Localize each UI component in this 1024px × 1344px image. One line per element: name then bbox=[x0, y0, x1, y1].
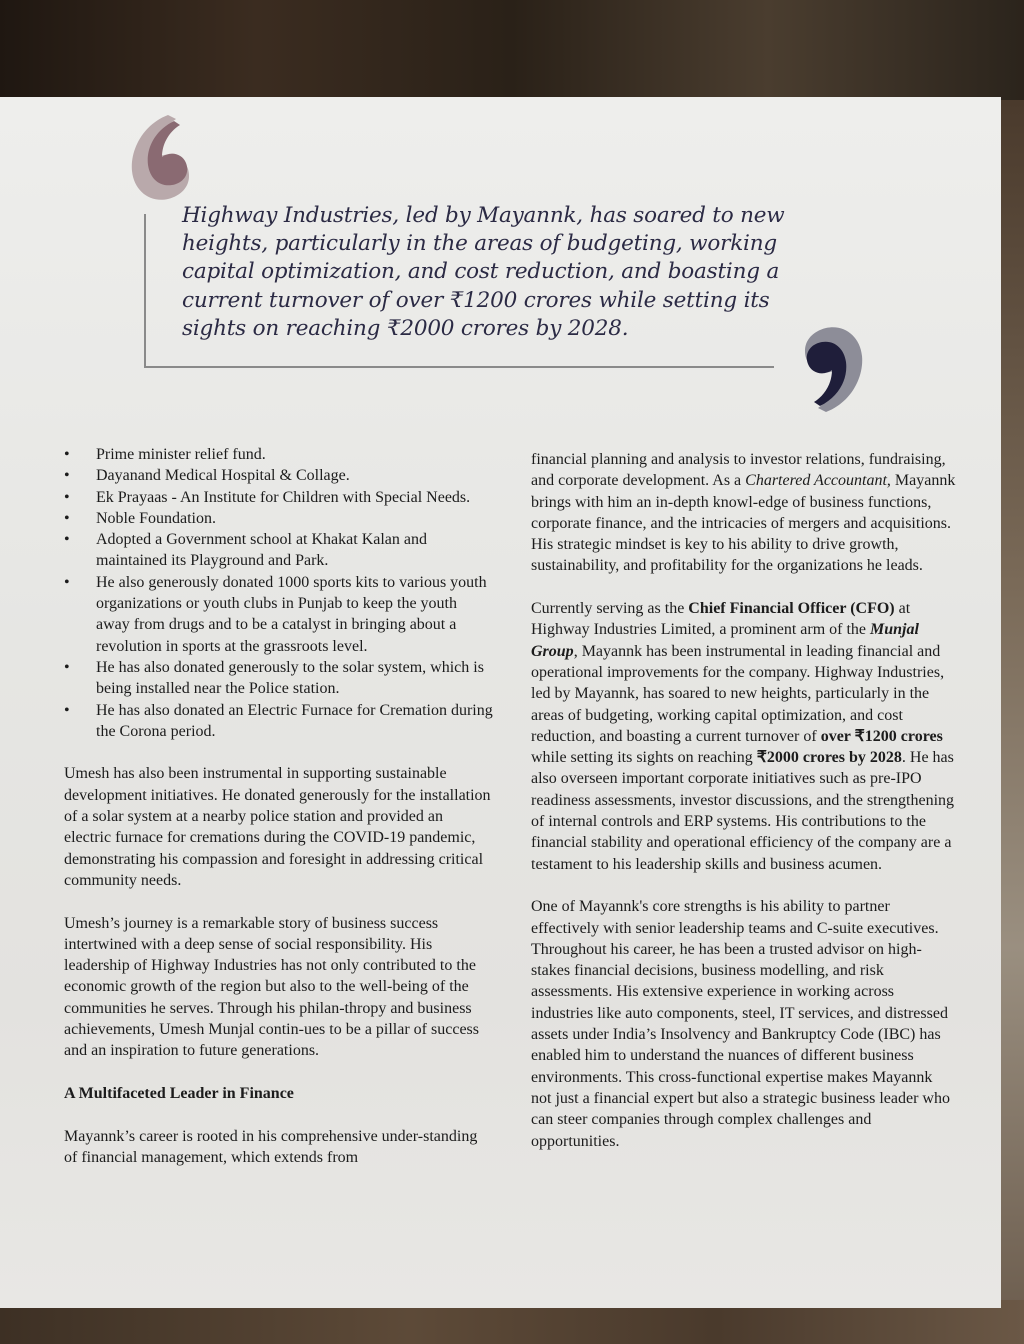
quote-close-icon bbox=[800, 322, 866, 414]
paragraph-sustainability: Umesh has also been instrumental in supporting sustainable development initiatives. He donated generously for the installation of a solar system at a nearby police station and provided an electric furnace for cremations during the COVID-19 pandemic, demonstrating his compassion and foresight in addressing critical community needs. bbox=[64, 765, 491, 889]
bullet-icon: • bbox=[64, 531, 70, 549]
list-item: • Noble Foundation. bbox=[64, 508, 494, 529]
list-item: • Ek Prayaas - An Institute for Children with Special Needs. bbox=[64, 487, 494, 508]
list-item: • He has also donated generously to the solar system, which is being installed near the Police station. bbox=[64, 658, 484, 698]
bullet-icon: • bbox=[64, 658, 70, 676]
bullet-icon: • bbox=[64, 467, 70, 485]
list-item: • Dayanand Medical Hospital & Collage. bbox=[64, 465, 494, 486]
list-item: • Prime minister relief fund. bbox=[64, 444, 494, 465]
emphasis-text: Chartered Accountant bbox=[745, 472, 887, 490]
quote-open-icon bbox=[128, 113, 192, 203]
paragraph-cfo-role: Currently serving as the Chief Financial Officer (CFO) at Highway Industries Limited, a prominent arm of the Munjal Group, Mayannk has been instrumental in leading financial and operational improvements for the company. Highway Industries, led by Mayannk, has soared to new heights, particularly in the areas of budgeting, working capital optimization, and cost reduction, and boasting a current turnover of over ₹1200 crores while setting its sights on reaching ₹2000 crores by 2028. He has also overseen important corporate initiatives such as pre-IPO readiness assessments, investor discussions, and the strengthening of internal controls and ERP systems. His contributions to the financial stability and operational efficiency of the company are a testament to his leadership skills and business acumen. bbox=[531, 600, 955, 873]
quote-rule-vertical bbox=[144, 214, 146, 368]
quote-rule-horizontal bbox=[144, 366, 774, 368]
bullet-icon: • bbox=[64, 488, 70, 506]
pull-quote: Highway Industries, led by Mayannk, has soared to new heights, particularly in the areas of budgeting, working capital optimization, and cost reduction, and boasting a current turnover of over ₹1200 crores while setting its sights on reaching ₹2000 crores by 2028. bbox=[182, 203, 785, 341]
bullet-icon: • bbox=[64, 509, 70, 527]
bold-text: Chief Financial Officer (CFO) bbox=[688, 600, 895, 618]
paragraph-career: financial planning and analysis to investor relations, fundraising, and corporate development. As a Chartered Accountant, Mayannk brings with him an in-depth knowl-edge of business functions, corporate finance, and the intricacies of mergers and acquisitions. His strategic mindset is key to his ability to drive growth, sustainability, and profitability for the organizations he leads. bbox=[531, 451, 956, 575]
bullet-icon: • bbox=[64, 446, 70, 463]
background-photo-top bbox=[0, 0, 1024, 100]
bold-text: over ₹1200 crores bbox=[820, 727, 943, 745]
list-item: • He has also donated an Electric Furnace for Cremation during the Corona period. bbox=[64, 701, 493, 740]
bold-italic-text: Munjal Group bbox=[531, 621, 919, 660]
left-column bbox=[64, 444, 494, 1189]
list-item: • He also generously donated 1000 sports kits to various youth organizations or youth clubs in Punjab to keep the youth away from drugs and to be a catalyst in bringing about a revolution in sports at the grassroots level. bbox=[64, 573, 487, 655]
bullet-icon: • bbox=[64, 701, 70, 719]
bold-text: ₹2000 crores by 2028 bbox=[756, 749, 902, 767]
paragraph-strengths: One of Mayannk's core strengths is his ability to partner effectively with senior leadership teams and C-suite executives. Throughout his career, he has been a trusted advisor on high-stakes financial decisions, business modelling, and risk assessments. His extensive experience in working across industries like auto components, steel, IT services, and distressed assets under India’s Insolvency and Bankruptcy Code (IBC) has enabled him to understand the nuances of different business environments. This cross-functional expertise makes Mayannk not just a financial expert but also a strategic business leader who can steer companies through complex challenges and opportunities. bbox=[531, 898, 950, 1150]
section-heading: A Multifaceted Leader in Finance bbox=[64, 1084, 294, 1102]
donation-list bbox=[64, 444, 494, 742]
background-photo-right bbox=[1000, 100, 1024, 1310]
paragraph-journey: Umesh’s journey is a remarkable story of business success intertwined with a deep sense of social responsibility. His leadership of Highway Industries has not only contributed to the economic growth of the region but also to the well-being of the communities he serves. Through his philan-thropy and business achievements, Umesh Munjal contin-ues to be a pillar of success and an inspiration to future generations. bbox=[64, 914, 479, 1060]
bullet-icon: • bbox=[64, 573, 70, 591]
paragraph-career-intro: Mayannk’s career is rooted in his comprehensive under-standing of financial management, which extends from bbox=[64, 1127, 478, 1166]
list-item: • Adopted a Government school at Khakat Kalan and maintained its Playground and Park. bbox=[64, 531, 428, 570]
right-column bbox=[531, 449, 956, 1173]
